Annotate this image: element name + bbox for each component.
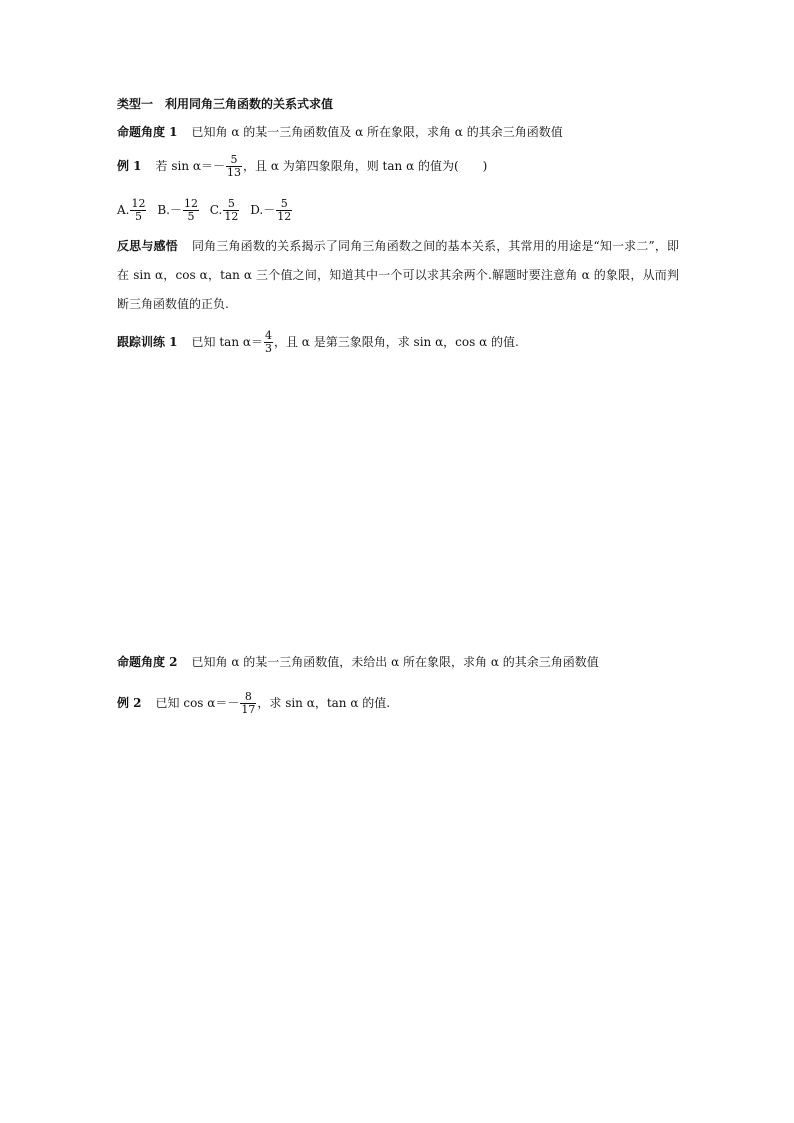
example-1 xyxy=(117,154,487,179)
option-d xyxy=(250,198,293,223)
example-2-post: ，求 sin α，tan α 的值. xyxy=(257,696,391,710)
example-1-numerator: 5 xyxy=(226,154,242,167)
practice-1-fraction xyxy=(264,330,273,355)
example-2-numerator: 8 xyxy=(240,691,256,704)
option-a-numerator: 12 xyxy=(131,197,146,210)
example-2 xyxy=(117,691,390,716)
option-c xyxy=(210,198,241,223)
option-b-prefix: B.－ xyxy=(157,203,182,217)
practice-1-label: 跟踪训练 1 xyxy=(117,335,178,349)
practice-1 xyxy=(117,330,519,355)
option-a-denominator: 5 xyxy=(134,210,142,223)
example-2-fraction xyxy=(240,691,256,716)
reflection-label: 反思与感悟 xyxy=(117,239,178,253)
option-b-fraction xyxy=(183,198,199,223)
proposition-angle-1-text: 已知角 α 的某一三角函数值及 α 所在象限，求角 α 的其余三角函数值 xyxy=(191,125,563,139)
option-c-prefix: C. xyxy=(209,203,223,217)
example-2-label: 例 2 xyxy=(117,696,142,710)
proposition-angle-1-label: 命题角度 1 xyxy=(117,125,178,139)
option-c-fraction xyxy=(223,198,239,223)
reflection-text: 同角三角函数的关系揭示了同角三角函数之间的基本关系，其常用的用途是“知一求二”，即在 sin α，cos α，tan α 三个值之间，知道其中一个可以求其余两个.解题时要注意角 α 的象限，从而判断三角函数值的正负. xyxy=(117,239,679,311)
option-a-fraction xyxy=(130,198,146,223)
option-a xyxy=(117,198,147,223)
reflection-paragraph xyxy=(117,232,679,319)
option-a-prefix: A. xyxy=(117,203,130,217)
example-1-label: 例 1 xyxy=(117,159,142,173)
option-d-numerator: 5 xyxy=(276,198,292,211)
proposition-angle-1 xyxy=(117,124,563,140)
answer-options xyxy=(117,198,299,223)
proposition-angle-2-text: 已知角 α 的某一三角函数值，未给出 α 所在象限，求角 α 的其余三角函数值 xyxy=(191,655,599,669)
practice-1-post: ，且 α 是第三象限角，求 sin α，cos α 的值. xyxy=(273,335,519,349)
option-b-numerator: 12 xyxy=(183,197,198,210)
section-title: 类型一 利用同角三角函数的关系式求值 xyxy=(117,97,334,111)
example-1-fraction xyxy=(226,154,242,179)
example-1-pre: 若 sin α＝－ xyxy=(155,159,225,173)
example-1-post: ，且 α 为第四象限角，则 tan α 的值为( ) xyxy=(243,159,488,173)
option-d-denominator: 12 xyxy=(277,210,292,223)
example-2-pre: 已知 cos α＝－ xyxy=(155,696,240,710)
practice-1-pre: 已知 tan α＝ xyxy=(191,335,263,349)
option-c-denominator: 12 xyxy=(224,210,239,223)
example-1-denominator: 13 xyxy=(227,166,241,179)
practice-1-denominator: 3 xyxy=(264,342,272,355)
practice-1-numerator: 4 xyxy=(264,329,272,342)
option-d-prefix: D.－ xyxy=(250,203,276,217)
option-c-numerator: 5 xyxy=(223,198,239,211)
proposition-angle-2 xyxy=(117,654,599,670)
proposition-angle-2-label: 命题角度 2 xyxy=(117,655,178,669)
example-2-denominator: 17 xyxy=(241,703,256,716)
option-b xyxy=(157,198,200,223)
option-d-fraction xyxy=(276,198,292,223)
option-b-denominator: 5 xyxy=(187,210,195,223)
